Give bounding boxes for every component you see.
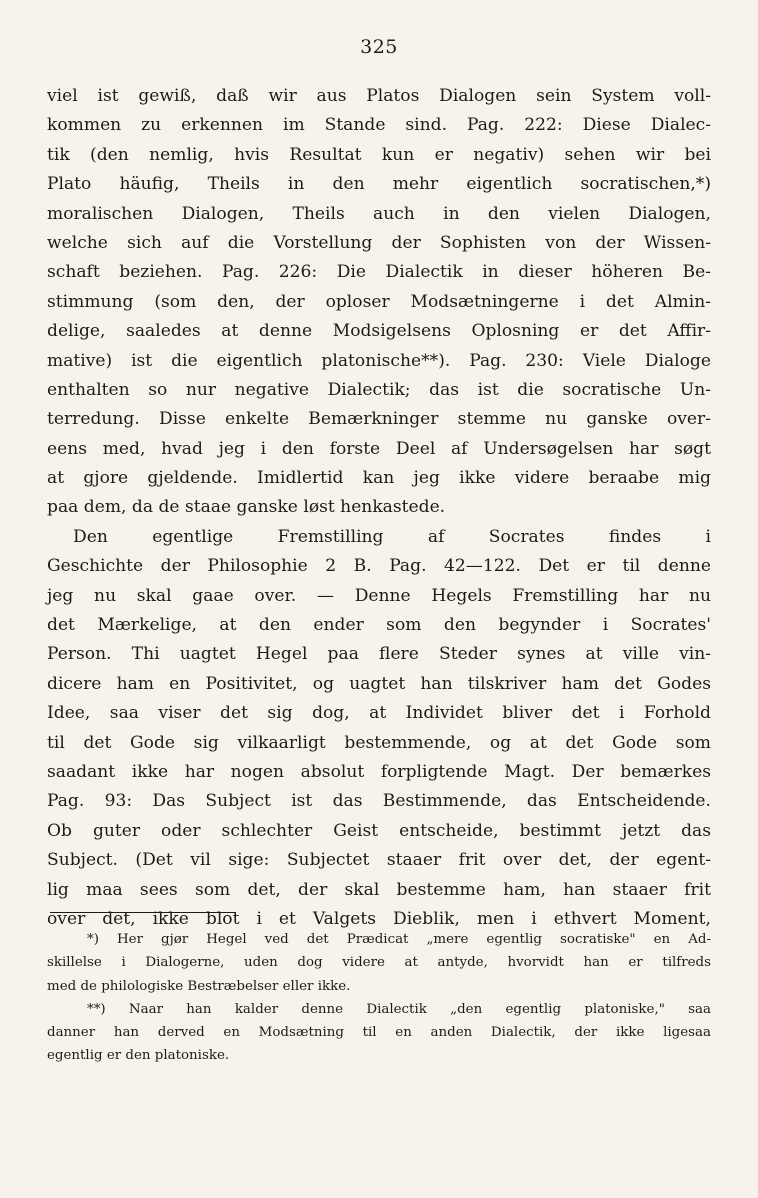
footnote-2-start: **) Naar han kalder denne Dialectik „den egentlig platoniske," saa <box>87 1001 711 1017</box>
footnote-line: egentlig er den platoniske. <box>47 1048 230 1064</box>
paragraph-end-line: paa dem, da de staae ganske løst henkastede. <box>47 497 446 518</box>
text-line: moralischen Dialogen, Theils auch in den vielen Dialogen, <box>47 203 711 224</box>
text-line: enthalten so nur negative Dialectik; das ist die socratische Un- <box>47 379 711 400</box>
text-line: at gjore gjeldende. Imidlertid kan jeg ikke videre beraabe mig <box>47 468 711 489</box>
footnotes <box>47 928 711 1068</box>
text-line: Plato häufig, Theils in den mehr eigentlich socratischen,*) <box>47 174 711 195</box>
text-line: jeg nu skal gaae over. — Denne Hegels Fremstilling har nu <box>47 585 711 606</box>
text-line: til det Gode sig vilkaarligt bestemmende, og at det Gode som <box>47 732 711 753</box>
body-text <box>47 82 711 934</box>
text-line: dicere ham en Positivitet, og uagtet han tilskriver ham det Godes <box>47 673 711 694</box>
text-line: viel ist gewiß, daß wir aus Platos Dialogen sein System voll- <box>47 86 711 106</box>
page-number: 325 <box>360 36 398 58</box>
text-line: Ob guter oder schlechter Geist entscheide, bestimmt jetzt das <box>47 820 711 841</box>
text-line: lig maa sees som det, der skal bestemme ham, han staaer frit <box>47 879 711 900</box>
footnote-1-start: *) Her gjør Hegel ved det Prædicat „mere egentlig socratiske" en Ad- <box>87 932 711 947</box>
footnote-line: danner han derved en Modsætning til en anden Dialectik, der ikke ligesaa <box>47 1025 711 1041</box>
text-line: Geschichte der Philosophie 2 B. Pag. 42—122. Det er til denne <box>47 556 711 577</box>
text-line: Pag. 93: Das Subject ist das Bestimmende, das Entscheidende. <box>47 791 711 812</box>
text-line: det Mærkelige, at den ender som den begynder i Socrates' <box>47 615 711 636</box>
text-line: Person. Thi uagtet Hegel paa flere Steder synes at ville vin- <box>47 644 711 665</box>
footnote-line: skillelse i Dialogerne, uden dog videre at antyde, hvorvidt han er tilfreds <box>47 955 711 971</box>
text-line: eens med, hvad jeg i den forste Deel af Undersøgelsen har søgt <box>47 438 711 459</box>
footnote-divider <box>50 912 236 913</box>
paragraph-start-line: Den egentlige Fremstilling af Socrates findes i <box>73 526 711 547</box>
text-line: Subject. (Det vil sige: Subjectet staaer frit over det, der egent- <box>47 850 711 871</box>
text-line: kommen zu erkennen im Stande sind. Pag. 222: Diese Dialec- <box>47 115 711 136</box>
text-line: mative) ist die eigentlich platonische**). Pag. 230: Viele Dialoge <box>47 350 711 371</box>
text-line: welche sich auf die Vorstellung der Sophisten von der Wissen- <box>47 232 711 253</box>
footnote-line: med de philologiske Bestræbelser eller ikke. <box>47 978 351 994</box>
text-line: Idee, saa viser det sig dog, at Individet bliver det i Forhold <box>47 703 711 724</box>
text-line: terredung. Disse enkelte Bemærkninger stemme nu ganske over- <box>47 409 711 430</box>
text-line: saadant ikke har nogen absolut forpligtende Magt. Der bemærkes <box>47 761 711 782</box>
text-line: stimmung (som den, der oploser Modsætningerne i det Almin- <box>47 291 711 312</box>
text-line: over det, ikke blot i et Valgets Dieblik, men i ethvert Moment, <box>47 908 711 929</box>
text-line: schaft beziehen. Pag. 226: Die Dialectik in dieser höheren Be- <box>47 262 711 283</box>
text-line: tik (den nemlig, hvis Resultat kun er negativ) sehen wir bei <box>47 144 711 165</box>
text-line: delige, saaledes at denne Modsigelsens Oplosning er det Affir- <box>47 321 711 342</box>
